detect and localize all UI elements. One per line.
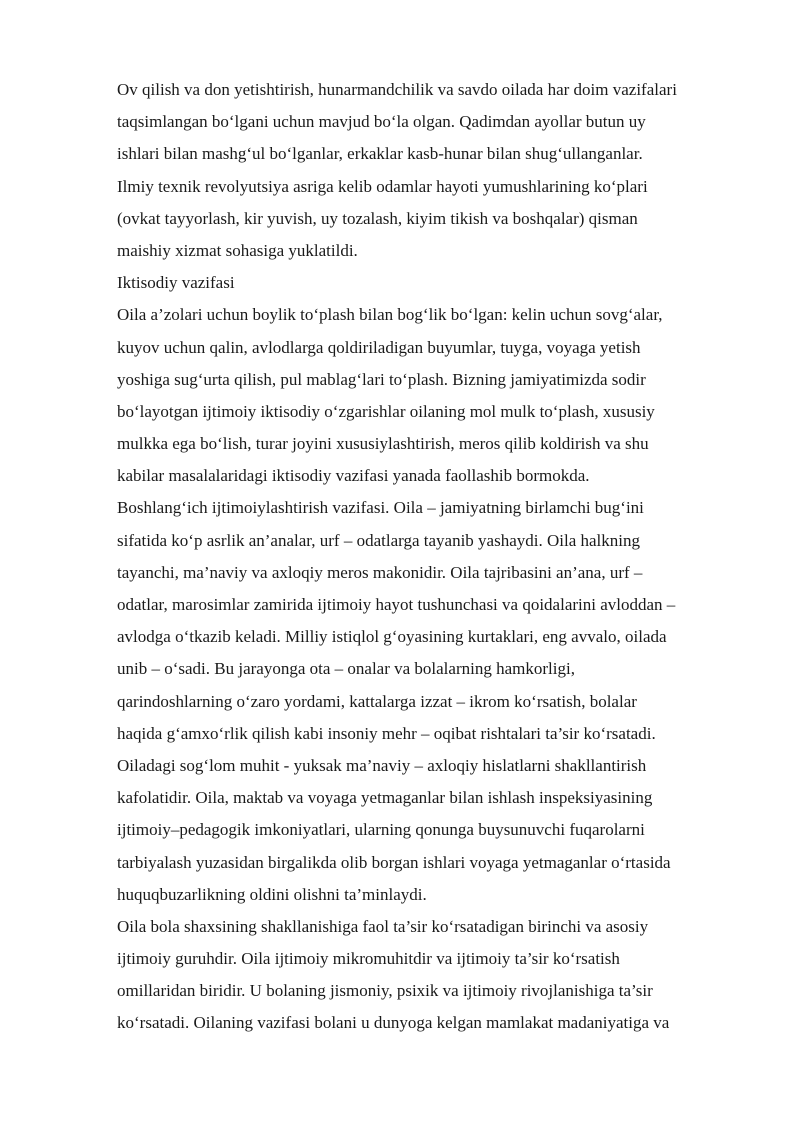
text-line: avlodga o‘tkazib keladi. Milliy istiqlol g‘oyasining kurtaklari, eng avvalo, oilada <box>117 627 667 647</box>
text-line: ko‘rsatadi. Oilaning vazifasi bolani u dunyoga kelgan mamlakat madaniyatiga va <box>117 1013 670 1033</box>
text-line: yoshiga sug‘urta qilish, pul mablag‘lari to‘plash. Bizning jamiyatimizda sodir <box>117 369 646 389</box>
text-line: omillaridan biridir. U bolaning jismoniy, psixik va ijtimoiy rivojlanishiga ta’sir <box>117 981 653 1001</box>
text-line: Oila bola shaxsining shakllanishiga faol ta’sir ko‘rsatadigan birinchi va asosiy <box>117 916 649 936</box>
text-line: ijtimoiy–pedagogik imkoniyatlari, ularning qonunga buysunuvchi fuqarolarni <box>117 820 645 840</box>
text-line: kabilar masalalaridagi iktisodiy vazifasi yanada faollashib bormokda. <box>117 466 590 486</box>
text-line: odatlar, marosimlar zamirida ijtimoiy hayot tushunchasi va qoidalarini avloddan – <box>117 595 676 614</box>
text-line: Oiladagi sog‘lom muhit - yuksak ma’naviy – axloqiy hislatlarni shakllantirish <box>117 755 647 775</box>
text-line: qarindoshlarning o‘zaro yordami, kattalarga izzat – ikrom ko‘rsatish, bolalar <box>117 691 637 711</box>
section-heading: Iktisodiy vazifasi <box>117 273 235 293</box>
text-line: kuyov uchun qalin, avlodlarga qoldiriladigan buyumlar, tuyga, voyaga yetish <box>117 337 641 357</box>
text-line: Boshlang‘ich ijtimoiylashtirish vazifasi. Oila – jamiyatning birlamchi bug‘ini <box>117 498 644 518</box>
text-line: Ov qilish va don yetishtirish, hunarmandchilik va savdo oilada har doim vazifalari <box>117 80 677 99</box>
text-line: (ovkat tayyorlash, kir yuvish, uy tozalash, kiyim tikish va boshqalar) qisman <box>117 208 638 228</box>
text-line: mulkka ega bo‘lish, turar joyini xususiylashtirish, meros qilib koldirish va shu <box>117 434 649 454</box>
text-line: sifatida ko‘p asrlik an’analar, urf – odatlarga tayanib yashaydi. Oila halkning <box>117 530 640 550</box>
text-line: huquqbuzarlikning oldini olishni ta’minlaydi. <box>117 884 427 904</box>
text-line: bo‘layotgan ijtimoiy iktisodiy o‘zgarishlar oilaning mol mulk to‘plash, xususiy <box>117 401 655 421</box>
text-line: Ilmiy texnik revolyutsiya asriga kelib odamlar hayoti yumushlarining ko‘plari <box>117 176 648 196</box>
text-line: ijtimoiy guruhdir. Oila ijtimoiy mikromuhitdir va ijtimoiy ta’sir ko‘rsatish <box>117 949 620 969</box>
document-body <box>117 74 747 1040</box>
text-line: maishiy xizmat sohasiga yuklatildi. <box>117 240 358 260</box>
text-line: unib – o‘sadi. Bu jarayonga ota – onalar va bolalarning hamkorligi, <box>117 659 575 679</box>
text-line: Oila a’zolari uchun boylik to‘plash bilan bog‘lik bo‘lgan: kelin uchun sovg‘alar, <box>117 305 663 325</box>
text-line: ishlari bilan mashg‘ul bo‘lganlar, erkaklar kasb-hunar bilan shug‘ullanganlar. <box>117 144 643 164</box>
text-line: kafolatidir. Oila, maktab va voyaga yetmaganlar bilan ishlash inspeksiyasining <box>117 788 653 808</box>
text-line: tarbiyalash yuzasidan birgalikda olib borgan ishlari voyaga yetmaganlar o‘rtasida <box>117 852 671 872</box>
text-line: taqsimlangan bo‘lgani uchun mavjud bo‘la olgan. Qadimdan ayollar butun uy <box>117 112 646 132</box>
text-line: tayanchi, ma’naviy va axloqiy meros makonidir. Oila tajribasini an’ana, urf – <box>117 562 643 582</box>
text-line: haqida g‘amxo‘rlik qilish kabi insoniy mehr – oqibat rishtalari ta’sir ko‘rsatadi. <box>117 723 656 743</box>
